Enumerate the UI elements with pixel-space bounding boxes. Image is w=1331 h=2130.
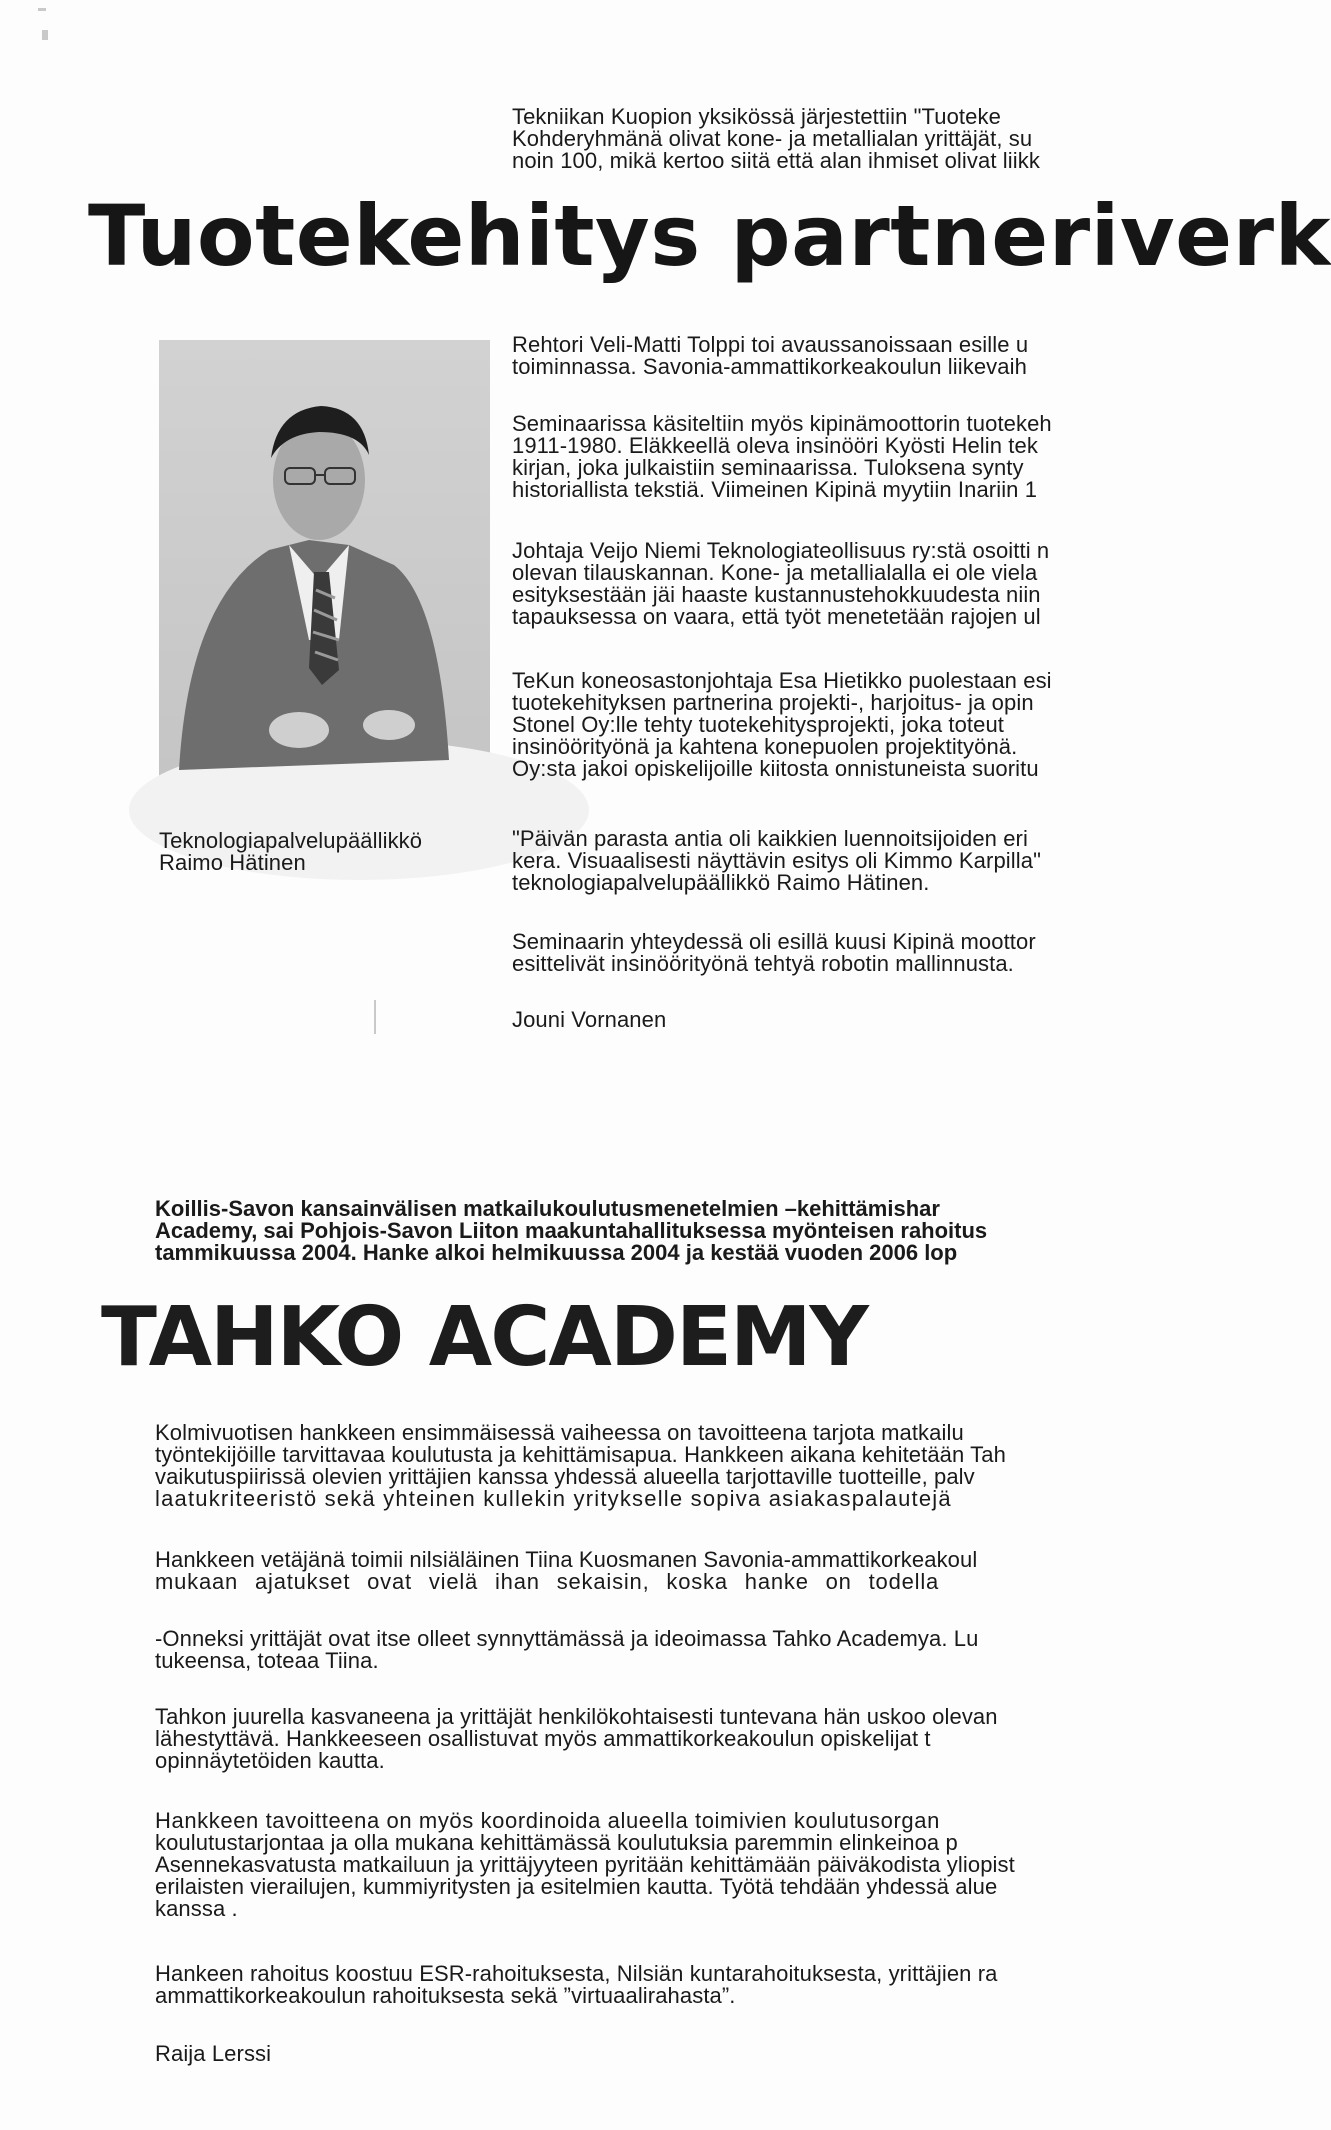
scan-mark [38,8,46,11]
article2-paragraph: -Onneksi yrittäjät ovat itse olleet synnyttämässä ja ideoimassa Tahko Academya. Lu tukeensa, toteaa Tiina. [155,1626,979,1673]
article1-paragraph: "Päivän parasta antia oli kaikkien luennoitsijoiden eri kera. Visuaalisesti näyttävin esitys oli Kimmo Karpilla" teknologiapalvelupäällikkö Raimo Hätinen. [512,826,1041,895]
article1-paragraph: Seminaarin yhteydessä oli esillä kuusi Kipinä moottor esittelivät insinöörityönä tehtyä robotin mallinnusta. [512,929,1036,976]
portrait-photo [159,340,490,803]
article2-paragraph: Hankeen rahoitus koostuu ESR-rahoituksesta, Nilsiän kuntarahoituksesta, yrittäjien ra ammattikorkeakoulun rahoituksesta sekä ”virtuaalirahasta”. [155,1961,998,2008]
article2-paragraph: Hankkeen vetäjänä toimii nilsiäläinen Tiina Kuosmanen Savonia-ammattikorkeakoul mukaan ajatukset ovat vielä ihan sekaisin, koska hanke on todella [155,1547,978,1594]
article1-author: Jouni Vornanen [512,1007,667,1032]
article1-paragraph: Johtaja Veijo Niemi Teknologiateollisuus ry:stä osoitti n olevan tilauskannan. Kone- ja metallialalla ei ole viela esityksestään jäi haaste kustannustehokkuudesta niin tapauksessa on vaara, että työt menetetään rajojen ul [512,538,1050,629]
article2-paragraph: Tahkon juurella kasvaneena ja yrittäjät henkilökohtaisesti tuntevana hän uskoo olevan lähestyttävä. Hankkeeseen osallistuvat myös ammattikorkeakoulun opiskelijat t opinnäytetöiden kautta. [155,1704,998,1773]
article1-intro: Tekniikan Kuopion yksikössä järjestettiin "Tuoteke Kohderyhmänä olivat kone- ja metallialan yrittäjät, su noin 100, mikä kertoo siitä että alan ihmiset olivat liikk [512,104,1040,173]
article2-lead: Koillis-Savon kansainvälisen matkailukoulutusmenetelmien –kehittämishar Academy, sai Pohjois-Savon Liiton maakuntahallituksessa myönteisen rahoitus tammikuussa 2004. Hanke alkoi helmikuussa 2004 ja kestää vuoden 2006 lop [155,1196,988,1265]
article2-paragraph: Hankkeen tavoitteena on myös koordinoida alueella toimivien koulutusorgan koulutustarjontaa ja olla mukana kehittämässä koulutuksia paremmin elinkeinoa p Asennekasvatusta matkailuun ja yrittäjyyteen pyritään kehittämään päiväkodista yliopist erilaisten vierailujen, kummiyritysten ja esitelmien kautta. Työtä tehdään yhdessä alue kanssa . [155,1808,1015,1921]
article1-paragraph: TeKun koneosastonjohtaja Esa Hietikko puolestaan esi tuotekehityksen partnerina projekti-, harjoitus- ja opin Stonel Oy:lle tehty tuotekehitysprojekti, joka toteut insinöörityönä ja kahtena konepuolen projektityönä. Oy:sta jakoi opiskelijoille kiitosta onnistuneista suoritu [512,668,1052,781]
article2-author: Raija Lerssi [155,2041,272,2066]
article1-paragraph: Seminaarissa käsiteltiin myös kipinämoottorin tuotekeh 1911-1980. Eläkkeellä oleva insinööri Kyösti Helin tek kirjan, joka julkaistiin seminaarissa. Tuloksena synty historiallista tekstiä. Viimeinen Kipinä myytiin Inariin 1 [512,411,1052,502]
article1-paragraph: Rehtori Veli-Matti Tolppi toi avaussanoissaan esille u toiminnassa. Savonia-ammattikorkeakoulun liikevaih [512,332,1029,379]
photo-caption: Teknologiapalvelupäällikkö Raimo Hätinen [159,828,423,875]
scan-mark [42,30,48,40]
article2-headline: TAHKO ACADEMY [101,1290,867,1385]
article2-paragraph: Kolmivuotisen hankkeen ensimmäisessä vaiheessa on tavoitteena tarjota matkailu työntekijöille tarvittavaa koulutusta ja kehittämisapua. Hankkeen aikana kehitetään Tah vaikutuspiirissä olevien yrittäjien kanssa yhdessä alueella tarjottaville tuotteille, palv laatukriteeristö sekä yhteinen kullekin yritykselle sopiva asiakaspalautejä [155,1420,1006,1511]
article1-headline: Tuotekehitys partneriverk [88,187,1331,285]
scan-mark [374,1000,376,1034]
portrait-person-icon [159,340,490,803]
